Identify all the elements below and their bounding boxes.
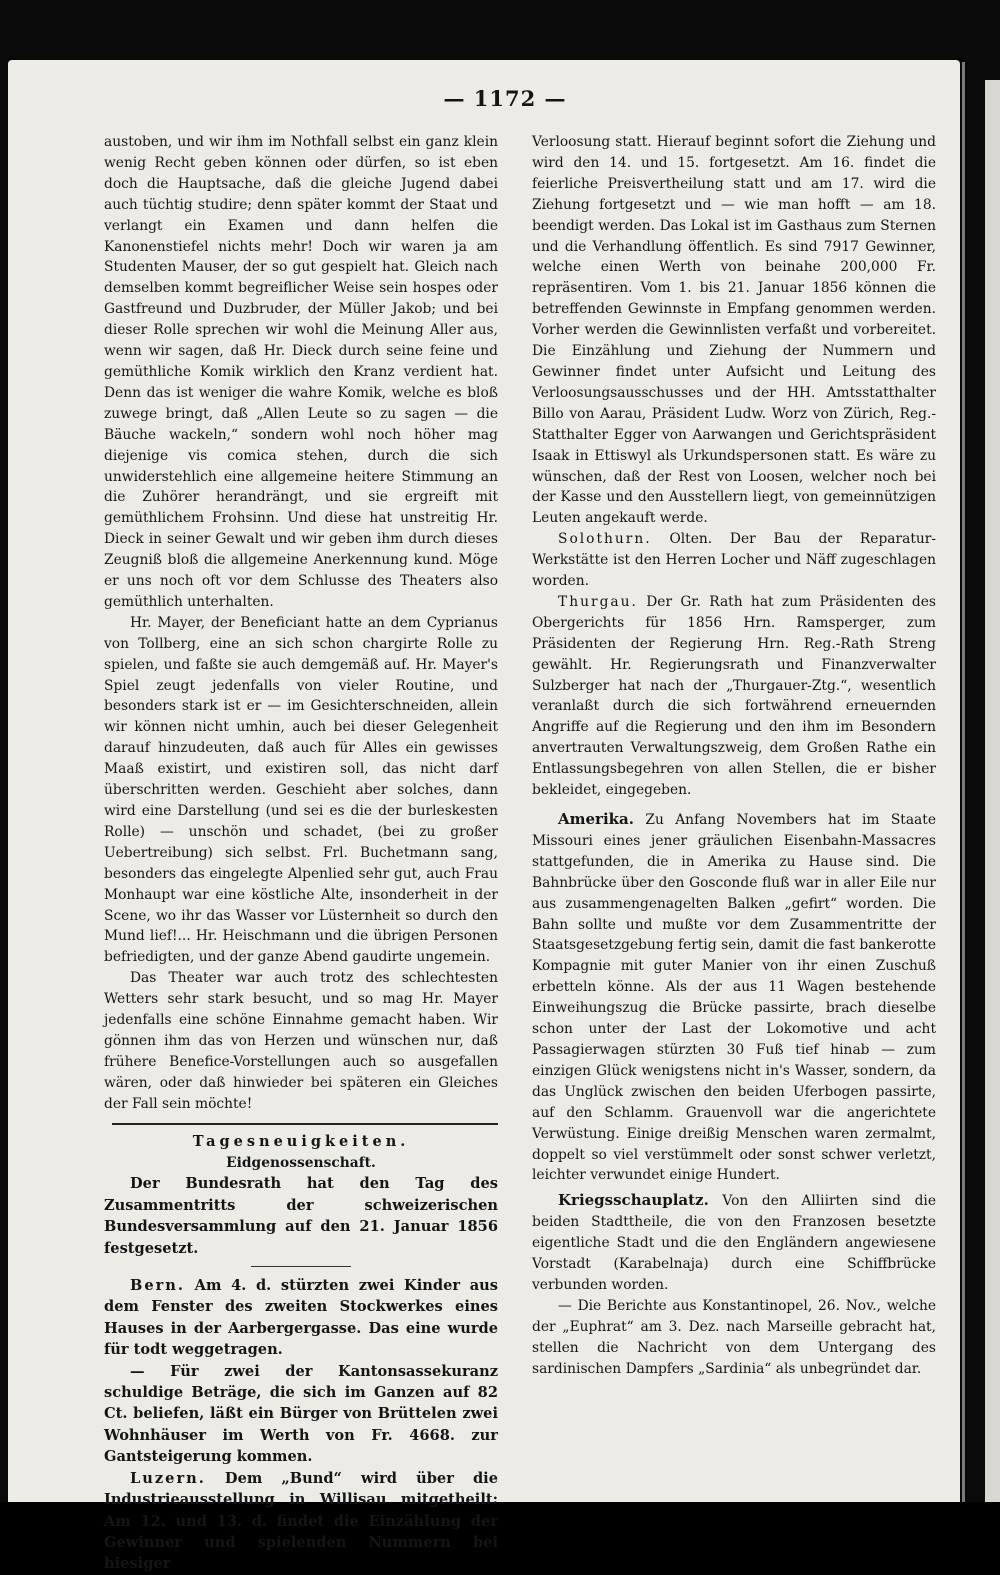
kriegsschauplatz-text: Von den Alliirten sind die beiden Stadttheile, die von den Franzosen besetzte eigentliche Stadt und die den Engländern angewiesene Vorstadt (Karabelnaja) durch eine Schiffbrücke verbunden worden.	[532, 1193, 936, 1293]
left-column	[104, 132, 498, 1575]
luzern-lead: Luzern.	[130, 1469, 206, 1487]
right-column	[532, 132, 936, 1379]
bundesrath-notice: Der Bundesrath hat den Tag des Zusammentritts der schweizerischen Bundesversammlung auf den 21. Januar 1856 festgesetzt.	[104, 1175, 498, 1257]
amerika-lead: Amerika.	[558, 810, 634, 828]
page-gutter-shadow	[962, 62, 965, 1502]
theater-review-paragraph-1: austoben, und wir ihm im Nothfall selbst ein ganz klein wenig Recht geben können oder dürfen, so ist eben doch die Hauptsache, daß die gleiche Jugend dabei auch tüchtig studire; denn später kommt der Staat und verlangt ein Examen und dann helfen die Kanonenstiefel nichts mehr! Doch wir waren ja am Studenten Mauser, der so gut gespielt hat. Gleich nach demselben kommt begreiflicher Weise sein hospes oder Gastfreund und Duzbruder, der Müller Jakob; und bei dieser Rolle sprechen wir wohl die Meinung Aller aus, wenn wir sagen, daß Hr. Dieck durch seine feine und gemüthliche Komik wirklich den Kranz verdient hat. Denn das ist weniger die wahre Komik, welche es bloß zuwege bringt, daß „Allen Leute so zu sagen — die Bäuche wackeln,“ sondern wohl noch höher mag diejenige vis comica stehen, durch die sich unwiderstehlich eine allgemeine heitere Stimmung an die Zuhörer herandrängt, und sie ergreift mit gemüthlichem Frohsinn. Und diese hat unstreitig Hr. Dieck in seiner Gewalt und wir geben ihm durch dieses Zeugniß bloß die allgemeine Anerkennung kund. Möge er uns noch oft vor dem Schlusse des Theaters also gemüthlich unterhalten.	[104, 134, 498, 610]
luzern-notice	[104, 1468, 498, 1575]
page-number: — 1172 —	[443, 86, 567, 111]
kriegsschauplatz-notice	[532, 1190, 936, 1296]
next-page-edge	[985, 80, 1000, 1502]
bern-notice	[104, 1275, 498, 1361]
bern-lead: Bern.	[130, 1277, 185, 1295]
theater-review-paragraph-3: Das Theater war auch trotz des schlechtesten Wetters sehr stark besucht, und so mag Hr. Mayer jedenfalls eine schöne Einnahme gemacht haben. Wir gönnen ihm das von Herzen und wünschen nur, daß frühere Benefice-Vorstellungen auch so ausgefallen wären, oder daß hinwieder bei späteren ein Gleiches der Fall sein möchte!	[104, 970, 498, 1112]
thurgau-text: Der Gr. Rath hat zum Präsidenten des Obergerichts für 1856 Hrn. Ramsperger, zum Präsidenten der Regierung Hrn. Reg.-Rath Streng gewählt. Hr. Regierungsrath und Finanzverwalter Sulzberger hat nach der „Thurgauer-Ztg.“, wesentlich veranlaßt durch die sich fortwährend erneuernden Angriffe auf die Regierung und den ihm im Besondern anvertrauten Verwaltungszweig, dem Großen Rathe ein Entlassungsbegehren von allen Stellen, die er bisher bekleidet, eingegeben.	[532, 593, 936, 799]
solothurn-text: Olten. Der Bau der Reparatur-Werkstätte ist den Herren Locher und Näff zugeschlagen worden.	[532, 531, 937, 590]
kriegsschauplatz-lead: Kriegsschauplatz.	[558, 1191, 709, 1210]
luzern-text: Dem „Bund“ wird über die Industrieausstellung in Willisau mitgetheilt: Am 12. und 13. d. findet die Einzählung der Gewinner und spielenden Nummern bei hiesiger	[104, 1469, 498, 1573]
theater-review-paragraph-2: Hr. Mayer, der Beneficiant hatte an dem Cyprianus von Tollberg, eine an sich schon chargirte Rolle zu spielen, und faßte sie auch demgemäß auf. Hr. Mayer's Spiel zeugt jedenfalls von vieler Routine, und besonders stark ist er — im Gesichterschneiden, allein wir können nicht umhin, auch bei dieser Gelegenheit darauf hinzudeuten, daß auch für Alles ein gewisses Maaß existirt, und existiren soll, das nicht darf überschritten werden. Geschieht aber solches, dann wird eine Darstellung (und sei es die der burleskesten Rolle) — unschön und schadet, (bei zu großer Uebertreibung) sich selbst. Frl. Buchetmann sang, besonders das eingelegte Alpenlied sehr gut, auch Frau Monhaupt war eine köstliche Alte, insonderheit in der Scene, wo ihr das Wasser vor Lüsternheit so durch den Mund lief!... Hr. Heischmann und die übrigen Personen befriedigten, und der ganze Abend gaudirte ungemein.	[104, 614, 498, 966]
konstantinopel-notice: — Die Berichte aus Konstantinopel, 26. Nov., welche der „Euphrat“ am 3. Dez. nach Marseille gebracht hat, stellen die Nachricht von dem Untergang des sardinischen Dampfers „Sardinia“ als unbegründet dar.	[532, 1297, 936, 1377]
section-heading: Tagesneuigkeiten.	[192, 1132, 410, 1150]
subsection-heading: Eidgenossenschaft.	[226, 1154, 376, 1171]
solothurn-lead: Solothurn.	[558, 531, 652, 548]
bern-text: Am 4. d. stürzten zwei Kinder aus dem Fenster des zweiten Stockwerkes eines Hauses in der Aarbergergasse. Das eine wurde für todt weggetragen.	[104, 1277, 498, 1359]
amerika-notice	[532, 809, 936, 1186]
short-divider	[251, 1266, 351, 1267]
thurgau-lead: Thurgau.	[558, 593, 638, 610]
section-divider	[112, 1123, 498, 1125]
verloosung-paragraph: Verloosung statt. Hierauf beginnt sofort die Ziehung und wird den 14. und 15. fortgesetzt. Am 16. findet die feierliche Preisvertheilung statt und am 17. wird die Ziehung fortgesetzt und — wie man hofft — am 18. beendigt werden. Das Lokal ist im Gasthaus zum Sternen und die Verhandlung öffentlich. Es sind 7917 Gewinner, welche einen Werth von beinahe 200,000 Fr. repräsentiren. Vom 1. bis 21. Januar 1856 können die betreffenden Gewinnste in Empfang genommen werden. Vorher werden die Gewinnlisten verfaßt und vorbereitet. Die Einzählung und Ziehung der Nummern und Gewinner findet unter Aufsicht und Leitung des Verloosungsausschusses und der HH. Amtsstatthalter Billo von Aarau, Präsident Ludw. Worz von Zürich, Reg.-Statthalter Egger von Aarwangen und Gerichtspräsident Isaak in Ettiswyl als Urkundspersonen statt. Es wäre zu wünschen, daß der Rest von Loosen, welcher noch bei der Kasse und den Ausstellern liegt, von gemeinnützigen Leuten angekauft werde.	[532, 134, 936, 527]
amerika-text: Zu Anfang Novembers hat im Staate Missouri eines jener gräulichen Eisenbahn-Massacres stattgefunden, die in Amerika zu Hause sind. Die Bahnbrücke über den Gosconde fluß war in aller Eile nur aus zusammengenagelten Balken „gefirt“ worden. Die Bahn sollte und mußte vor dem Zusammentritte der Staatsgesetzgebung fertig sein, damit die fast bankerotte Kompagnie mit guter Manier von ihr einen Zuschuß erbetteln könne. Als der aus 11 Wagen bestehende Einweihungszug die Brücke passirte, brach dieselbe schon unter der Last der Lokomotive und acht Passagierwagen stürzten 30 Fuß tief hinab — zum einzigen Glück wenigstens nicht in's Wasser, sondern, da das Unglück zwischen den beiden Uferbogen passirte, auf den Schlamm. Grauenvoll war die angerichtete Verwüstung. Einige dreißig Menschen waren zermalmt, doppelt so viel verstümmelt oder sonst schwer verletzt, leichter verwundet einige Hundert.	[532, 812, 936, 1184]
thurgau-notice	[532, 592, 936, 801]
bern-notice-2: — Für zwei der Kantonsassekuranz schuldige Beträge, die sich im Ganzen auf 82 Ct. beliefen, läßt ein Bürger von Brüttelen zwei Wohnhäuser im Werth von Fr. 4668. zur Gantsteigerung kommen.	[104, 1362, 498, 1466]
solothurn-notice	[532, 529, 936, 592]
